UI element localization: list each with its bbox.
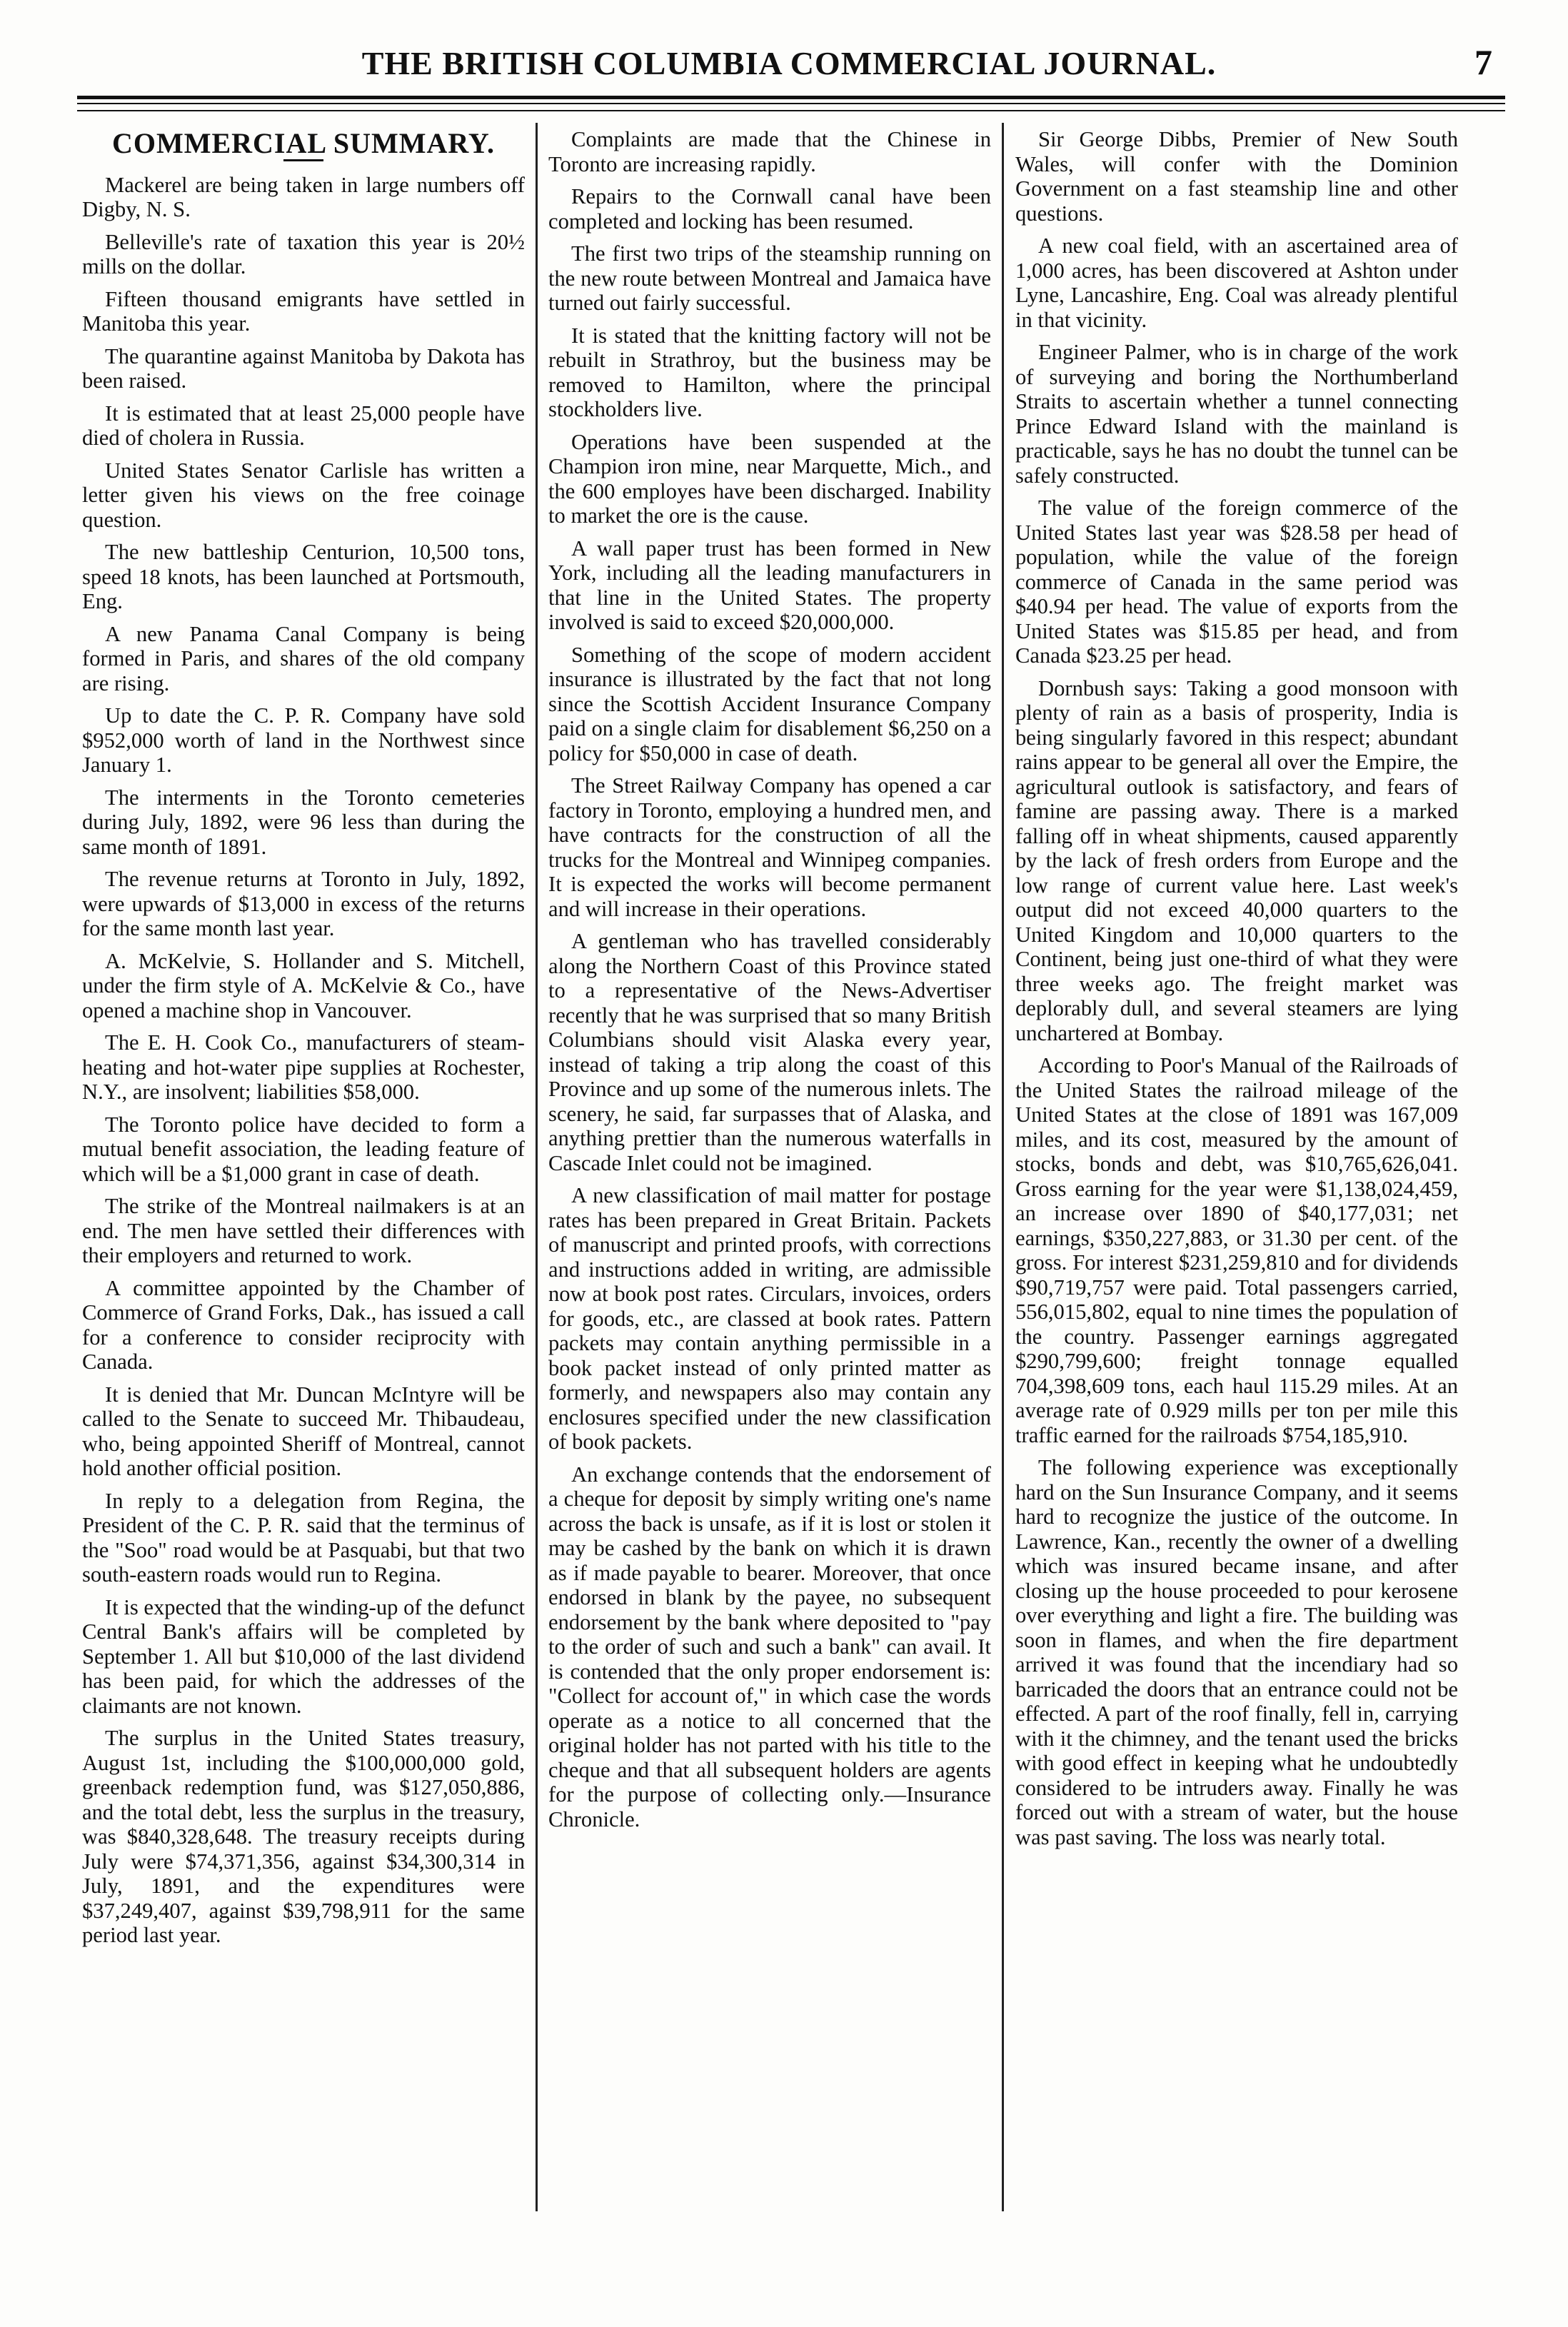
header-rule-thin — [77, 103, 1505, 104]
news-item: Sir George Dibbs, Premier of New South Wales, will confer with the Dominion Government on a fast steamship line and other questions. — [1015, 127, 1458, 226]
news-item: Mackerel are being taken in large numbers off Digby, N. S. — [82, 172, 525, 221]
news-item: In reply to a delegation from Regina, the President of the C. P. R. said that the terminus of the "Soo" road would be at Pasquabi, but that two south-eastern roads would run to Regina. — [82, 1488, 525, 1587]
column-middle — [548, 127, 991, 1839]
news-item: A gentleman who has travelled considerably along the Northern Coast of this Province stated to a representative of the News-Advertiser recently that he was surprised that so many British Columbians should visit Alaska every year, instead of taking a trip along the coast of this Province and up some of the numerous inlets. The scenery, he said, far surpasses that of Alaska, and anything prettier than the numerous waterfalls in Cascade Inlet could not be imagined. — [548, 929, 991, 1175]
news-item: The following experience was exceptionally hard on the Sun Insurance Company, and it seems hard to recognize the justice of the outcome. In Lawrence, Kan., recently the owner of a dwelling which was insured became insane, and after closing up the house proceeded to pour kerosene over everything and light a fire. The building was soon in flames, and when the fire department arrived it was found that the incendiary had so barricaded the doors that an entrance could not be effected. A part of the roof finally, fell in, carrying with it the chimney, and the tenant used the bricks with good effect in keeping what he undoubtedly considered to be intruders away. Finally he was forced out with a stream of water, but the house was past saving. The loss was nearly total. — [1015, 1455, 1458, 1849]
news-item: A wall paper trust has been formed in New York, including all the leading manufacturers in that line in the United States. The property involved is said to exceed $20,000,000. — [548, 536, 991, 634]
page-header — [86, 40, 1492, 90]
news-item: Repairs to the Cornwall canal have been completed and locking has been resumed. — [548, 184, 991, 233]
news-item: According to Poor's Manual of the Railroads of the United States the railroad mileage of the United States at the close of 1891 was 167,009 miles, and its cost, measured by the amount of stocks, bonds and debt, was $10,765,626,041. Gross earning for the year were $1,138,024,459, an increase over 1890 of $40,177,031; net earnings, $350,227,883, or 31.30 per cent. of the gross. For interest $231,259,810 and for dividends $90,719,757 were paid. Total passengers carried, 556,015,802, equal to nine times the population of the country. Passenger earnings aggregated $290,799,600; freight tonnage equalled 704,398,609 tons, each haul 115.29 miles. At an average rate of 0.929 mills per ton per mile this traffic earned for the railroads $754,185,910. — [1015, 1053, 1458, 1447]
news-item: A new coal field, with an ascertained area of 1,000 acres, has been discovered at Ashton under Lyne, Lancashire, Eng. Coal was already plentiful in that vicinity. — [1015, 233, 1458, 332]
news-item: The quarantine against Manitoba by Dakota has been raised. — [82, 343, 525, 393]
page-number: 7 — [1474, 42, 1492, 82]
header-rule-thin-lower — [77, 110, 1505, 111]
news-item: The Street Railway Company has opened a car factory in Toronto, employing a hundred men, and have contracts for the construction of all the trucks for the Montreal and Winnipeg companies. It is expected the works will become permanent and will increase in their operations. — [548, 773, 991, 921]
news-item: The E. H. Cook Co., manufacturers of steam-heating and hot-water pipe supplies at Rochester, N.Y., are insolvent; liabilities $58,000. — [82, 1030, 525, 1104]
news-item: It is stated that the knitting factory will not be rebuilt in Strathroy, but the business may be removed to Hamilton, where the principal stockholders live. — [548, 323, 991, 421]
news-item: It is estimated that at least 25,000 people have died of cholera in Russia. — [82, 401, 525, 450]
news-item: A new Panama Canal Company is being formed in Paris, and shares of the old company are rising. — [82, 621, 525, 695]
column-divider-2 — [1002, 123, 1004, 2211]
news-item: It is denied that Mr. Duncan McIntyre will be called to the Senate to succeed Mr. Thibaudeau, who, being appointed Sheriff of Montreal, cannot hold another official position. — [82, 1382, 525, 1480]
news-item: An exchange contends that the endorsement of a cheque for deposit by simply writing one's name across the back is unsafe, as if it is lost or stolen it may be cashed by the bank on which it is drawn as if made payable to bearer. Moreover, that once endorsed in blank by the payee, no subsequent endorsement by the bank where deposited to "pay to the order of such and such a bank" can avail. It is contended that the only proper endorsement is: "Collect for account of," in which case the words operate as a notice to all concerned that the original holder has not parted with his title to the cheque and that all subsequent holders are agents for the purpose of collecting only.—Insurance Chronicle. — [548, 1462, 991, 1831]
news-item: Operations have been suspended at the Champion iron mine, near Marquette, Mich., and the 600 employes have been discharged. Inability to market the ore is the cause. — [548, 429, 991, 528]
news-item: The revenue returns at Toronto in July, 1892, were upwards of $13,000 in excess of the returns for the same month last year. — [82, 867, 525, 940]
news-item: A committee appointed by the Chamber of Commerce of Grand Forks, Dak., has issued a call for a conference to consider reciprocity with Canada. — [82, 1275, 525, 1374]
news-item: The strike of the Montreal nailmakers is at an end. The men have settled their differences with their employers and returned to work. — [82, 1194, 525, 1267]
column-left — [82, 127, 525, 1956]
news-item: United States Senator Carlisle has written a letter given his views on the free coinage question. — [82, 458, 525, 532]
journal-title: THE BRITISH COLUMBIA COMMERCIAL JOURNAL. — [361, 45, 1217, 81]
news-item: Up to date the C. P. R. Company have sold $952,000 worth of land in the Northwest since January 1. — [82, 703, 525, 777]
news-item: The first two trips of the steamship running on the new route between Montreal and Jamaica have turned out fairly successful. — [548, 241, 991, 315]
news-item: Something of the scope of modern accident insurance is illustrated by the fact that not long since the Scottish Accident Insurance Company paid on a single claim for disablement $6,250 on a policy for $50,000 in case of death. — [548, 642, 991, 765]
column-right — [1015, 127, 1458, 1857]
news-item: Dornbush says: Taking a good monsoon with plenty of rain as a basis of prosperity, India is being singularly favored in this respect; abundant rains appear to be general all over the Empire, the agricultural outlook is satisfactory, and fears of famine are passing away. There is a marked falling off in wheat shipments, caused apparently by the lack of fresh orders from Europe and the low range of current value here. Last week's output did not exceed 40,000 quarters to the United Kingdom and 10,000 quarters to the Continent, being just one-third of what they were three weeks ago. The freight market was deplorably dull, and several steamers are lying unchartered at Bombay. — [1015, 675, 1458, 1045]
news-item: A new classification of mail matter for postage rates has been prepared in Great Britain. Packets of manuscript and printed proofs, with corrections and instructions added in writing, are admissible now at book post rates. Circulars, invoices, orders for goods, etc., are classed at book rates. Pattern packets may contain anything permissible in a book packet instead of only printed matter as formerly, and newspapers also may contain any enclosures specified under the new classification of book packets. — [548, 1183, 991, 1454]
news-item: The interments in the Toronto cemeteries during July, 1892, were 96 less than during the same month of 1891. — [82, 785, 525, 859]
section-title: COMMERCIAL SUMMARY. — [111, 127, 496, 159]
news-item: The surplus in the United States treasury, August 1st, including the $100,000,000 gold, greenback redemption fund, was $127,050,886, and the total debt, less the surplus in the treasury, was $840,328,648. The treasury receipts during July were $74,371,356, against $34,300,314 in July, 1891, and the expenditures were $37,249,407, against $39,798,911 for the same period last year. — [82, 1726, 525, 1947]
news-item: The Toronto police have decided to form a mutual benefit association, the leading feature of which will be a $1,000 grant in case of death. — [82, 1112, 525, 1186]
news-item: Belleville's rate of taxation this year is 20½ mills on the dollar. — [82, 229, 525, 278]
news-item: A. McKelvie, S. Hollander and S. Mitchell, under the firm style of A. McKelvie & Co., have opened a machine shop in Vancouver. — [82, 948, 525, 1022]
news-item: Fifteen thousand emigrants have settled in Manitoba this year. — [82, 286, 525, 336]
column-divider-1 — [536, 123, 538, 2211]
news-item: Complaints are made that the Chinese in Toronto are increasing rapidly. — [548, 127, 991, 176]
news-item: The new battleship Centurion, 10,500 tons, speed 18 knots, has been launched at Portsmouth, Eng. — [82, 540, 525, 613]
news-item: The value of the foreign commerce of the United States last year was $28.58 per head of population, while the value of the foreign commerce of Canada in the same period was $40.94 per head. The value of exports from the United States was $15.85 per head, and from Canada $23.25 per head. — [1015, 496, 1458, 668]
news-item: It is expected that the winding-up of the defunct Central Bank's affairs will be completed by September 1. All but $10,000 of the last dividend has been paid, for which the addresses of the claimants are not known. — [82, 1594, 525, 1718]
news-item: Engineer Palmer, who is in charge of the work of surveying and boring the Northumberland Straits to ascertain whether a tunnel connecting Prince Edward Island with the mainland is practicable, says he has no doubt the tunnel can be safely constructed. — [1015, 340, 1458, 488]
header-rule-thick — [77, 96, 1505, 99]
